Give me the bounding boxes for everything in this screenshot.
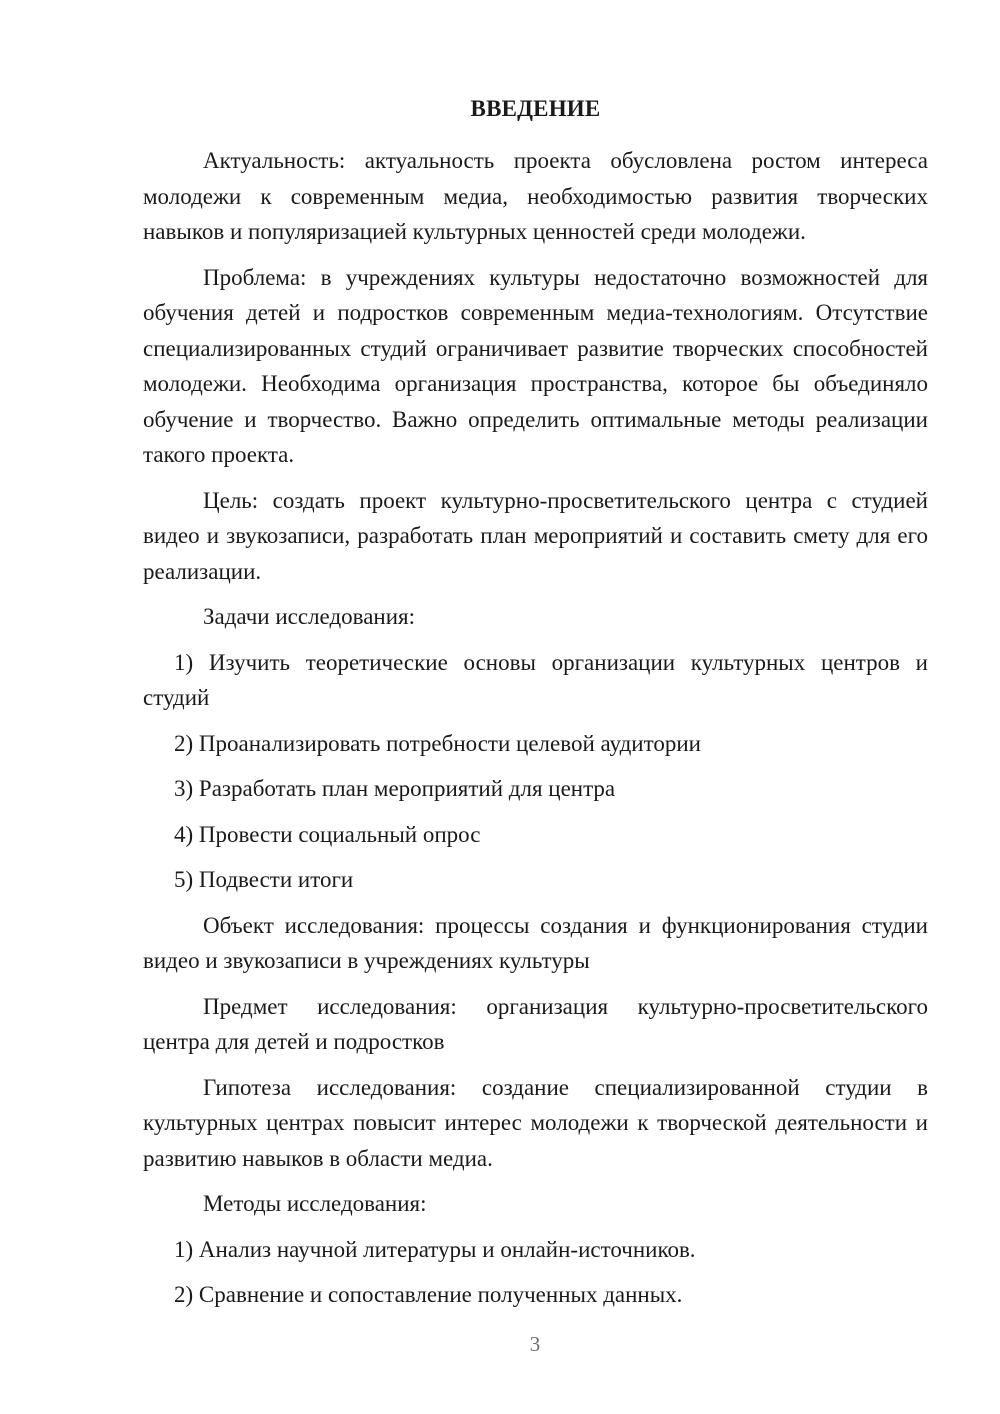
page-body <box>143 143 928 1323</box>
paragraph-object: Объект исследования: процессы создания и функционирования студии видео и звукозаписи в учреждениях культуры <box>143 912 928 973</box>
page-title: ВВЕДЕНИЕ <box>470 96 601 121</box>
method-item-1: 1) Анализ научной литературы и онлайн-источников. <box>174 1236 696 1262</box>
tasks-heading: Задачи исследования: <box>203 604 416 629</box>
paragraph-goal: Цель: создать проект культурно-просветительского центра с студией видео и звукозаписи, разработать план мероприятий и составить смету для его реализации. <box>143 487 928 584</box>
paragraph-subject: Предмет исследования: организация культурно-просветительского центра для детей и подростков <box>143 993 928 1054</box>
task-item-2: 2) Проанализировать потребности целевой аудитории <box>174 730 701 756</box>
page-number: 3 <box>529 1332 541 1356</box>
paragraph-problem: Проблема: в учреждениях культуры недостаточно возможностей для обучения детей и подростков современным медиа-технологиям. Отсутствие специализированных студий ограничивает развитие творческих способностей молодежи. Необходима организация пространства, которое бы объединяло обучение и творчество. Важно определить оптимальные методы реализации такого проекта. <box>143 264 928 467</box>
paragraph-hypothesis: Гипотеза исследования: создание специализированной студии в культурных центрах повысит интерес молодежи к творческой деятельности и развитию навыков в области медиа. <box>143 1074 928 1171</box>
task-item-1: 1) Изучить теоретические основы организации культурных центров и студий <box>143 649 928 710</box>
methods-heading: Методы исследования: <box>203 1191 427 1216</box>
paragraph-relevance: Актуальность: актуальность проекта обусловлена ростом интереса молодежи к современным медиа, необходимостью развития творческих навыков и популяризацией культурных ценностей среди молодежи. <box>143 148 928 244</box>
method-item-2: 2) Сравнение и сопоставление полученных данных. <box>174 1282 683 1307</box>
task-item-5: 5) Подвести итоги <box>174 867 354 892</box>
task-item-4: 4) Провести социальный опрос <box>174 821 481 847</box>
task-item-3: 3) Разработать план мероприятий для центра <box>174 776 616 801</box>
